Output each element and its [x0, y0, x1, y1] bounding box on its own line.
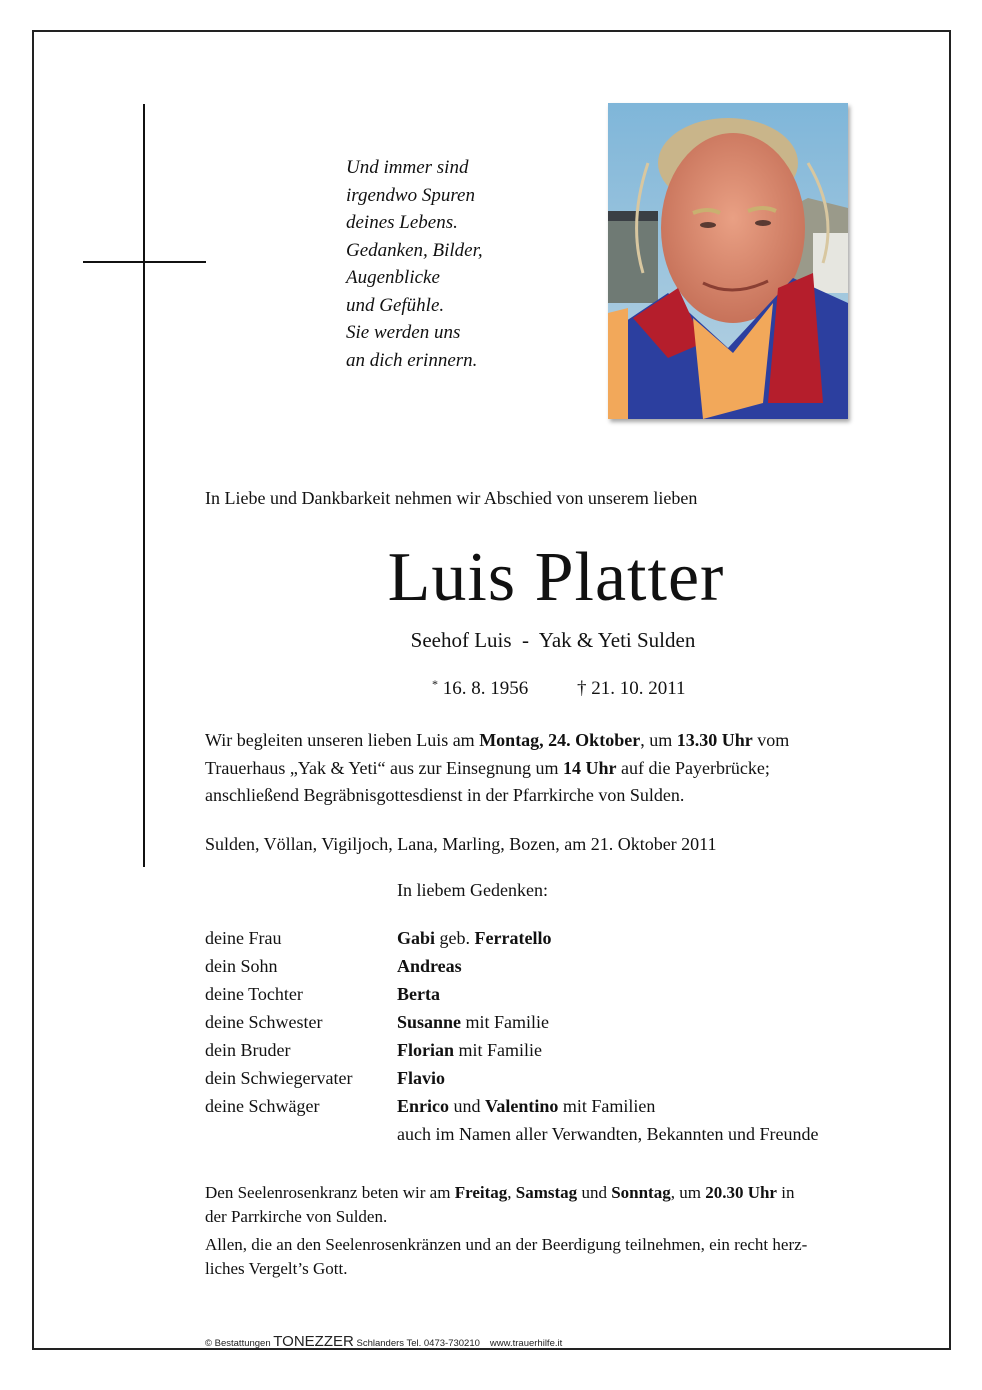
place-date: Sulden, Völlan, Vigiljoch, Lana, Marling, Bozen, am 21. Oktober 2011: [205, 834, 717, 854]
family-members: [397, 980, 440, 1008]
family-member-name: Enrico: [397, 1096, 449, 1116]
funeral-text: , um: [640, 730, 677, 750]
family-row: [205, 980, 819, 1008]
family-row: [205, 1036, 819, 1064]
rosary-text: , um: [670, 1183, 706, 1202]
closing-notes: [205, 1181, 925, 1285]
funeral-date: Montag, 24. Oktober: [479, 730, 641, 750]
rosary-day: Samstag: [515, 1183, 578, 1202]
family-member-name: Valentino: [485, 1096, 559, 1116]
family-relation: deine Schwester: [205, 1012, 323, 1032]
rosary-text: und: [577, 1183, 612, 1202]
thanks-line: liches Vergelt’s Gott.: [205, 1259, 348, 1278]
rosary-text: ,: [507, 1183, 516, 1202]
footer: [205, 1333, 562, 1350]
life-dates: [432, 677, 686, 700]
poem-line: deines Lebens.: [346, 212, 458, 233]
blessing-time: 14 Uhr: [562, 757, 617, 778]
rosary-text: Den Seelenrosenkranz beten wir am: [205, 1183, 455, 1202]
funeral-text: vom: [752, 730, 790, 750]
funeral-text: Trauerhaus „Yak & Yeti“ aus zur Einsegnung um: [205, 757, 563, 778]
family-row: [205, 1120, 819, 1148]
family-row: [205, 952, 819, 980]
funeral-time: 13.30 Uhr: [676, 730, 753, 750]
footer-brand: TONEZZER: [273, 1333, 354, 1350]
funeral-info: [205, 727, 789, 810]
family-members: [397, 1092, 655, 1120]
poem-line: Gedanken, Bilder,: [346, 239, 483, 261]
poem-line: und Gefühle.: [346, 294, 445, 316]
family-members: [397, 1064, 445, 1092]
family-member-name: Andreas: [397, 956, 462, 976]
family-member-text: mit Familie: [454, 1040, 542, 1060]
gedenken-heading: In liebem Gedenken:: [397, 880, 548, 900]
poem-line: an dich erinnern.: [346, 349, 478, 371]
family-row: [205, 1092, 819, 1120]
family-member-name: Berta: [397, 984, 440, 1004]
deceased-name: Luis Platter: [387, 539, 725, 616]
thanks-line: Allen, die an den Seelenrosenkränzen und an der Beerdigung teilnehmen, ein recht herz-: [205, 1235, 808, 1254]
family-member-text: auch im Namen aller Verwandten, Bekannten und Freunde: [397, 1124, 819, 1144]
family-members: [397, 924, 551, 952]
family-member-name: Flavio: [397, 1068, 445, 1088]
family-member-text: mit Familie: [461, 1012, 550, 1032]
poem-line: Augenblicke: [346, 267, 440, 288]
funeral-text: auf die Payerbrücke;: [616, 757, 770, 778]
intro-text: In Liebe und Dankbarkeit nehmen wir Abschied von unserem lieben: [205, 488, 698, 508]
family-row: [205, 1064, 819, 1092]
family-member-text: geb.: [435, 928, 475, 948]
poem-line: irgendwo Spuren: [346, 184, 475, 206]
funeral-text: Wir begleiten unseren lieben Luis am: [205, 730, 480, 750]
footer-contact: Schlanders Tel. 0473-730210: [353, 1338, 480, 1349]
rosary-text: der Parrkirche von Sulden.: [205, 1207, 388, 1226]
funeral-text: anschließend Begräbnisgottesdienst in der Pfarrkirche von Sulden.: [205, 785, 685, 805]
rosary-day: Freitag: [454, 1183, 508, 1202]
family-row: [205, 924, 819, 952]
poem-line: Sie werden uns: [346, 322, 461, 343]
poem: [346, 154, 483, 374]
footer-prefix: © Bestattungen: [205, 1338, 274, 1349]
portrait-photo: [608, 103, 848, 419]
family-member-name: Florian: [397, 1040, 454, 1060]
family-member-name: Ferratello: [474, 928, 552, 948]
family-member-text: mit Familien: [558, 1096, 656, 1116]
cross-icon-vertical: [143, 104, 145, 867]
footer-url[interactable]: www.trauerhilfe.it: [489, 1338, 563, 1349]
family-list: [205, 924, 819, 1148]
family-member-name: Gabi: [397, 928, 436, 948]
birth-asterisk: *: [432, 677, 438, 691]
family-members: [397, 1036, 542, 1064]
family-relation: [205, 1120, 397, 1148]
family-relation: dein Schwiegervater: [205, 1068, 353, 1088]
family-members: [397, 952, 462, 980]
family-relation: deine Tochter: [205, 984, 303, 1004]
birth-date: 16. 8. 1956: [442, 678, 529, 699]
family-member-name: Susanne: [397, 1012, 462, 1032]
family-members: [397, 1120, 819, 1148]
poem-line: Und immer sind: [346, 157, 469, 178]
deceased-nickname: Seehof Luis - Yak & Yeti Sulden: [410, 628, 696, 652]
thanks-text: [205, 1233, 925, 1281]
family-relation: dein Bruder: [205, 1040, 291, 1060]
death-date: † 21. 10. 2011: [577, 678, 686, 699]
family-row: [205, 1008, 819, 1036]
family-relation: dein Sohn: [205, 956, 278, 976]
family-relation: deine Frau: [205, 928, 282, 948]
rosary-info: [205, 1181, 925, 1229]
family-relation: deine Schwäger: [205, 1096, 320, 1116]
rosary-time: 20.30 Uhr: [705, 1183, 777, 1202]
family-member-text: und: [449, 1096, 485, 1116]
rosary-day: Sonntag: [611, 1183, 671, 1202]
rosary-text: in: [776, 1183, 795, 1202]
cross-icon-horizontal: [83, 261, 206, 263]
family-members: [397, 1008, 549, 1036]
